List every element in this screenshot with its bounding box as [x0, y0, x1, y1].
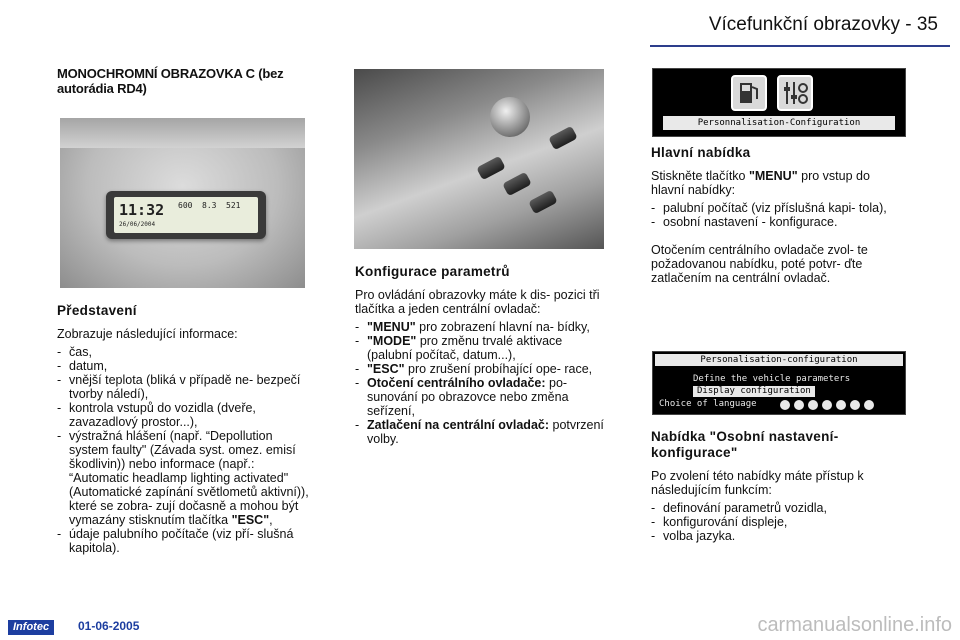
- list-item: [57, 429, 309, 527]
- list-item: [57, 373, 309, 401]
- config-list: [355, 320, 605, 446]
- list-item: [57, 401, 309, 429]
- lcd-personalisation-menu: [652, 351, 906, 415]
- main-menu-list: [651, 201, 905, 229]
- personal-menu-heading: Nabídka "Osobní nastavení- konfigurace": [651, 429, 839, 460]
- lcd2-menu-item-selected: Display configuration: [693, 386, 815, 397]
- list-item: [651, 215, 905, 229]
- list-item: [57, 527, 309, 555]
- list-item-text: datum,: [69, 359, 108, 373]
- menu-keyword: "MENU": [748, 169, 798, 183]
- list-item: [651, 201, 905, 215]
- list-item: [355, 362, 605, 376]
- esc-after: ,: [269, 513, 273, 527]
- personal-menu-section: [651, 429, 905, 543]
- lead-text: Stiskněte tlačítko: [651, 169, 749, 183]
- console-button: [476, 156, 506, 181]
- list-item: [57, 359, 309, 373]
- main-menu-note: Otočením centrálního ovladače zvol- te požadovanou nabídku, poté potvr- ďte zatlačením na centrální ovladač.: [651, 243, 868, 285]
- config-heading: Konfigurace parametrů: [355, 264, 510, 279]
- dashboard-photo: [60, 118, 305, 288]
- display-frame: [106, 191, 266, 239]
- display-readout: 8.3: [202, 201, 217, 210]
- keyword: "ESC": [367, 362, 405, 376]
- lcd2-menu-item: Choice of language: [659, 399, 757, 409]
- lcd-main-menu: [652, 68, 906, 137]
- console-button: [548, 126, 578, 151]
- list-item: [57, 345, 309, 359]
- infotec-badge: Infotec: [8, 620, 54, 635]
- list-item: [651, 515, 905, 529]
- display-date: 26/06/2004: [119, 221, 156, 228]
- list-item-text: konfigurování displeje,: [663, 515, 788, 529]
- main-menu-heading: Hlavní nabídka: [651, 145, 751, 160]
- fuel-pump-icon: [731, 75, 767, 111]
- display-screen: [114, 197, 258, 233]
- page-title: Vícefunkční obrazovky - 35: [708, 14, 938, 35]
- list-item-text: vnější teplota (bliká v případě ne- bezpečí tvorby náledí),: [69, 373, 301, 401]
- keyword: "MENU": [367, 320, 416, 334]
- list-item-text: pro změnu trvalé aktivace (palubní počítač, datum...),: [367, 334, 563, 362]
- list-item: [355, 334, 605, 362]
- list-item: [355, 376, 605, 418]
- intro-section: [57, 303, 309, 555]
- list-item-text: volba jazyka.: [663, 529, 736, 543]
- lcd2-title: Personalisation-configuration: [655, 354, 903, 366]
- lcd2-menu-item: Define the vehicle parameters: [693, 374, 851, 384]
- display-time: 11:32: [119, 201, 165, 219]
- config-section: [355, 264, 605, 446]
- watermark: carmanualsonline.info: [757, 614, 952, 636]
- dashboard-hood: [60, 118, 305, 148]
- list-item-text: výstražná hlášení (např. “Depollution system faulty" (Závada syst. omez. emisí škodlivin)) nebo informace (např.: “Automatic headlamp lighting activated" (Automatické zapínání světlometů aktivní)), které se zobra- zují dočasně a mohou být vymazány stisknutím tlačítka: [69, 429, 309, 527]
- display-readout: 521: [226, 201, 241, 210]
- display-readout: 600: [178, 201, 193, 210]
- list-item-text: údaje palubního počítače (viz pří- slušná kapitola).: [69, 527, 294, 555]
- settings-sliders-icon: [777, 75, 813, 111]
- config-lead: Pro ovládání obrazovky máte k dis- pozici tři tlačítka a jeden centrální ovladač:: [355, 288, 600, 316]
- console-button: [502, 172, 532, 197]
- list-item-text: osobní nastavení - konfigurace.: [663, 215, 838, 229]
- list-item-text: definování parametrů vozidla,: [663, 501, 827, 515]
- list-item-text: palubní počítač (viz příslušná kapi- tola),: [663, 201, 887, 215]
- console-button: [528, 190, 558, 215]
- lead-text: pro vstup do hlavní nabídky:: [651, 169, 870, 197]
- list-item: [651, 501, 905, 515]
- personal-menu-list: [651, 501, 905, 543]
- doc-title: MONOCHROMNÍ OBRAZOVKA C (bez autorádia RD4): [57, 66, 284, 96]
- list-item-text: pro zrušení probíhající ope- race,: [404, 362, 593, 376]
- list-item: [651, 529, 905, 543]
- central-knob: [490, 97, 530, 137]
- lcd-bar-label: Personnalisation-Configuration: [663, 116, 895, 130]
- personal-menu-lead: Po zvolení této nabídky máte přístup k následujícím funkcím:: [651, 469, 864, 497]
- list-item-text: potvrzení volby.: [367, 418, 604, 446]
- main-menu-lead: [651, 169, 905, 197]
- footer-date: 01-06-2005: [78, 619, 140, 633]
- keyword: "MODE": [367, 334, 417, 348]
- intro-heading: Představení: [57, 303, 137, 318]
- list-item: [355, 418, 605, 446]
- intro-lead: Zobrazuje následující informace:: [57, 327, 238, 341]
- keyword: Otočení centrálního ovladače:: [367, 376, 546, 390]
- main-menu-section: [651, 145, 905, 285]
- keyword: Zatlačení na centrální ovladač:: [367, 418, 550, 432]
- console-photo: [354, 69, 604, 249]
- intro-list: [57, 345, 309, 555]
- esc-keyword: "ESC": [231, 513, 270, 527]
- language-flags-icon: [779, 399, 889, 411]
- list-item: [355, 320, 605, 334]
- list-item-text: kontrola vstupů do vozidla (dveře, zavazadlový prostor...),: [69, 401, 256, 429]
- list-item-text: po- sunování po obrazovce nebo změna seřízení,: [367, 376, 569, 418]
- list-item-text: čas,: [69, 345, 92, 359]
- header-rule: [650, 45, 950, 47]
- list-item-text: pro zobrazení hlavní na- bídky,: [415, 320, 590, 334]
